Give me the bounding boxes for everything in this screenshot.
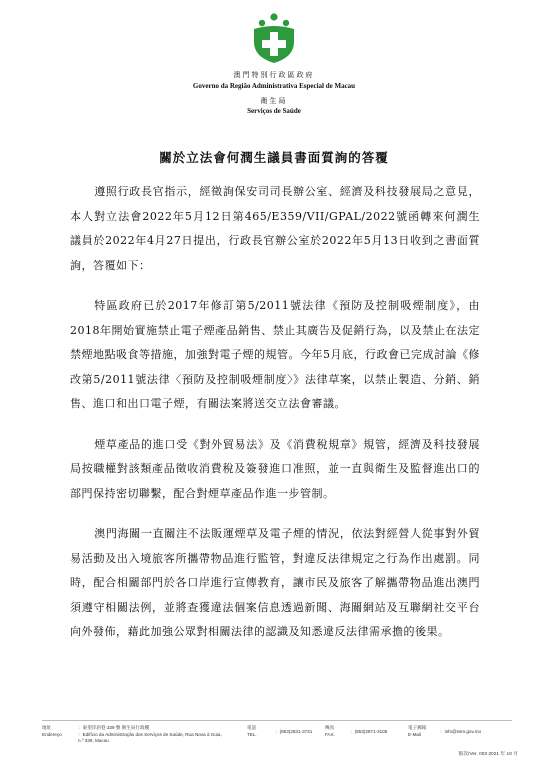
document-body <box>70 180 480 661</box>
logo-figure-head-top <box>270 13 277 20</box>
footer-fax: ：(853)2871-3105 <box>350 729 388 734</box>
footer-tel-label: 電話 TEL. <box>247 725 257 737</box>
department-name-pt: Serviços de Saúde <box>247 107 301 115</box>
footer-divider <box>42 720 512 721</box>
government-name-pt: Governo da Região Administrativa Especial de Macau <box>192 82 356 90</box>
footer-address: ：東望洋斜巷 339 號 衛生局行政樓 ：Edifício da Administração dos Serviços de Saúde, Rua Nova à Guia, n.º 339, Macau <box>78 725 222 743</box>
paragraph-1: 遵照行政長官指示，經徵詢保安司司長辦公室、經濟及科技發展局之意見，本人對立法會2022年5月12日第465/E359/VII/GPAL/2022號函轉來何潤生議員於2022年4月27日提出，行政長官辦公室於2022年5月13日收到之書面質詢，答覆如下： <box>70 185 480 272</box>
document-title: 關於立法會何潤生議員書面質詢的答覆 <box>159 150 389 165</box>
paragraph-3: 煙草產品的進口受《對外貿易法》及《消費稅規章》規管，經濟及科技發展局按職權對該類產品徵收消費稅及簽發進口准照，並一直與衛生及監督進出口的部門保持密切聯繫，配合對煙草產品作進一步管制。 <box>70 437 480 500</box>
footer-email: ：info@ssm.gov.mo <box>440 729 482 734</box>
logo-figure-head-right <box>283 20 289 26</box>
footer-fax-label: 傳真 FAX. <box>325 725 335 737</box>
logo-figure-head-left <box>259 20 265 26</box>
paragraph-2: 特區政府已於2017年修訂第5/2011號法律《預防及控制吸煙制度》，由2018年開始實施禁止電子煙產品銷售、禁止其廣告及促銷行為，以及禁止在法定禁煙地點吸食等措施，加強對電子煙的規管。今年5月底，行政會已完成討論《修改第5/2011號法律〈預防及控制吸煙制度〉》法律草案，以禁止製造、分銷、銷售、進口和出口電子煙，有關法案將送交立法會審議。 <box>70 299 480 410</box>
department-name-zh: 衛生局 <box>260 97 288 105</box>
footer-version: 版次/Ver. 003 2021 年 10 月 <box>458 752 518 757</box>
footer-address-label: 地址 Endereço <box>42 725 62 737</box>
health-bureau-logo <box>251 12 297 64</box>
government-name-zh: 澳門特別行政區政府 <box>233 71 315 79</box>
footer-tel: ：(853)2831-3731 <box>275 729 313 734</box>
paragraph-4: 澳門海關一直關注不法販運煙草及電子煙的情況，依法對經營人從事對外貿易活動及出入境旅客所攜帶物品進行監管，對違反法律規定之行為作出處罰。同時，配合相關部門於各口岸進行宣傳教育，讓市民及旅客了解攜帶物品進出澳門須遵守相關法例，並將查獲違法個案信息透過新聞、海關網站及互聯網社交平台向外發佈，藉此加強公眾對相關法律的認識及知悉違反法律需承擔的後果。 <box>70 527 480 638</box>
footer-email-label: 電子郵箱 E-Mail <box>408 725 427 737</box>
footer <box>42 725 512 755</box>
